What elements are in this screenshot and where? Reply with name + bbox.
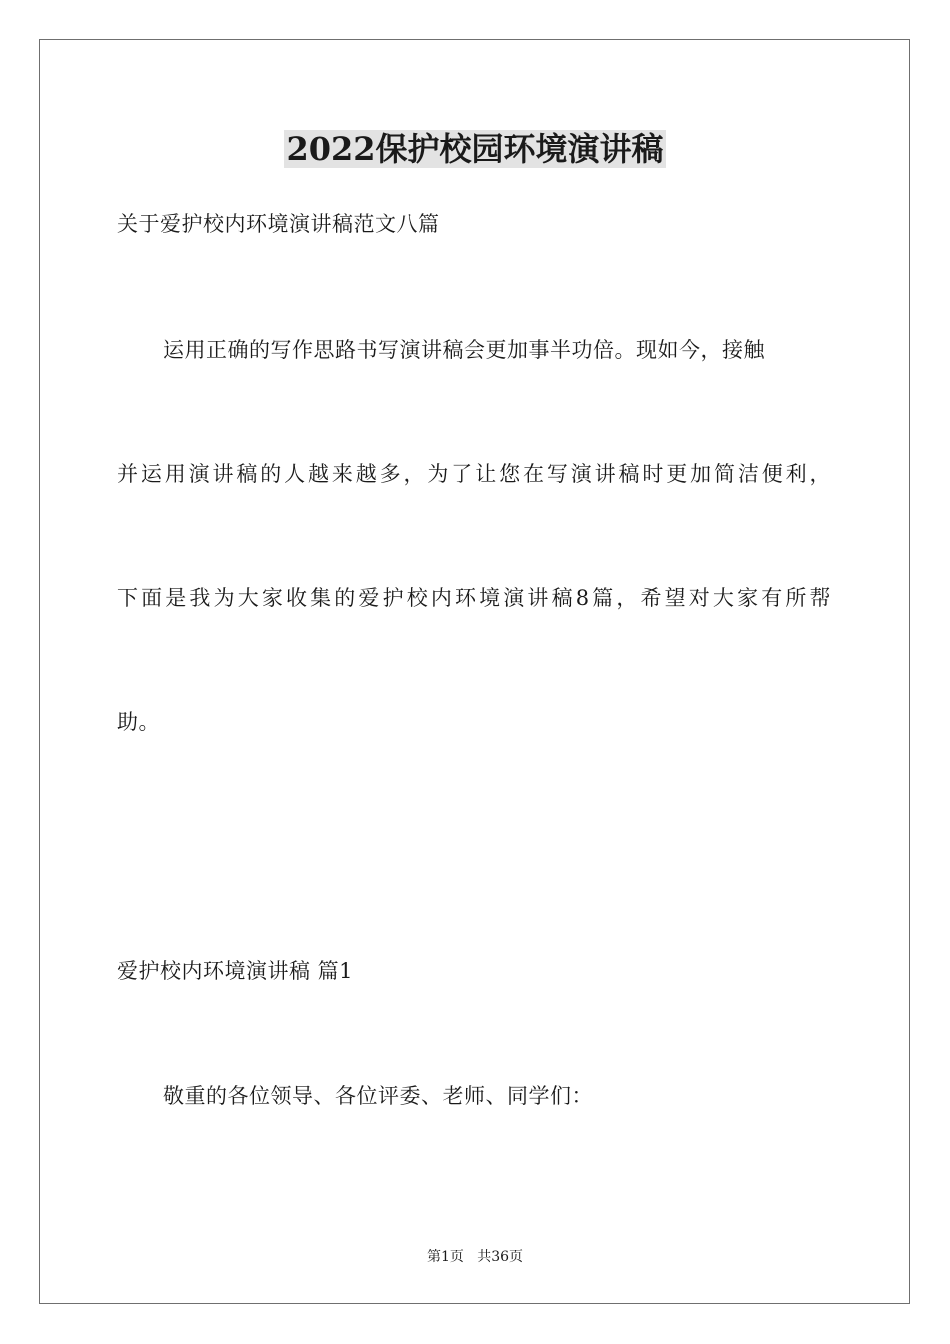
- document-subtitle: 关于爱护校内环境演讲稿范文八篇: [117, 212, 440, 236]
- document-title-text: 2022保护校园环境演讲稿: [286, 130, 664, 168]
- section-heading: 爱护校内环境演讲稿 篇1: [117, 959, 354, 983]
- intro-line-2: 并运用演讲稿的人越来越多，为了让您在写演讲稿时更加简洁便利，: [117, 462, 831, 486]
- greeting-line: 敬重的各位领导、各位评委、老师、同学们：: [163, 1084, 593, 1108]
- intro-line-1: 运用正确的写作思路书写演讲稿会更加事半功倍。现如今，接触: [163, 338, 765, 362]
- page-footer: 第1页 共36页: [426, 1249, 524, 1265]
- intro-line-3: 下面是我为大家收集的爱护校内环境演讲稿8篇，希望对大家有所帮: [117, 586, 831, 610]
- intro-line-4: 助。: [117, 710, 160, 734]
- document-title: [0, 126, 950, 172]
